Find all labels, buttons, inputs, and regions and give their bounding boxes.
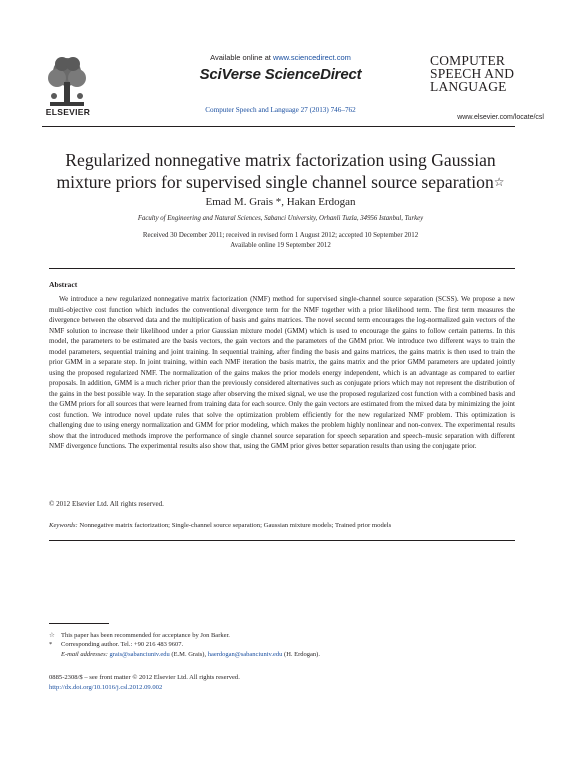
keywords-label: Keywords: <box>49 522 78 529</box>
email-owner: (H. Erdogan). <box>284 651 320 658</box>
sciencedirect-link[interactable]: www.sciencedirect.com <box>272 53 351 62</box>
footnote-recommendation <box>49 631 230 639</box>
header-divider <box>42 126 515 127</box>
available-prefix: Available online at <box>210 53 271 62</box>
footnote-emails <box>49 651 320 658</box>
copyright-line: © 2012 Elsevier Ltd. All rights reserved. <box>49 500 164 508</box>
footnote-corresponding <box>49 641 183 648</box>
abstract-divider-top <box>49 268 515 269</box>
title-line-2 <box>40 171 521 193</box>
title-footnote-mark[interactable]: ☆ <box>493 175 505 189</box>
journal-title <box>430 54 540 93</box>
title-line: Regularized nonnegative matrix factorization using Gaussian <box>65 150 496 170</box>
email-label: E-mail addresses: <box>61 651 108 658</box>
journal-url-link[interactable]: www.elsevier.com/locate/csl <box>457 114 544 121</box>
keywords <box>49 522 515 529</box>
doi-link[interactable]: http://dx.doi.org/10.1016/j.csl.2012.09.002 <box>49 684 163 691</box>
journal-title-line: SPEECH AND <box>430 66 515 81</box>
online-date: Available online 19 September 2012 <box>230 242 331 249</box>
journal-reference-link[interactable]: Computer Speech and Language 27 (2013) 746–762 <box>205 106 356 114</box>
publisher-name: ELSEVIER <box>45 107 91 117</box>
email-link-erdogan[interactable]: haerdogan@sabanciuniv.edu <box>207 651 283 658</box>
footnote-text: Corresponding author. Tel.: +90 216 483 9607. <box>61 641 184 648</box>
abstract-heading: Abstract <box>49 280 78 289</box>
footnote-mark: ☆ <box>49 632 55 639</box>
footnote-mark: * <box>49 641 53 648</box>
abstract-body: We introduce a new regularized nonnegative matrix factorization (NMF) method for supervised single-channel source separation (SCSS). We propose a new multi-objective cost function which includes the conventional divergence term for the NMF together with a prior likelihood term. The first term measures the divergence between the observed data and the multiplication of basis and gains matrices. The novel second term encourages the log-normalized gain vectors of the NMF solution to increase their likelihood under a prior Gaussian mixture model (GMM) which is used to encourage the gains to follow certain patterns. In this model, the parameters to be estimated are the basis vectors, the gain vectors and the parameters of the GMM prior. We introduce two different ways to train the model parameters, sequential training and joint training. In sequential training, after finding the basis and gains matrices, the gains matrix is then used to train the prior GMM in a separate step. In joint training, within each NMF iteration the basis matrix, the gains matrix and the prior GMM parameters are updated jointly using the proposed regularized NMF. The normalization of the gains makes the prior models energy independent, which is an advantage as compared to earlier proposals. In addition, GMM is a much richer prior than the previously considered alternatives such as conjugate priors which may not represent the distribution of the gains in the best possible way. In the separation stage after observing the mixed signal, we use the proposed regularized cost function with a combined basis and the GMM priors for all sources that were learned from training data for each source. Only the gain vectors are estimated from the mixed data by minimizing the joint cost function. We introduce novel update rules that solve the optimization problem efficiently for the new regularized NMF problem. This optimization is challenging due to using energy normalization and GMM for prior modeling, which makes the problem highly nonlinear and non-convex. The experimental results show that the introduced methods improve the performance of single channel source separation for speech separation and speech–music separation with different NMF divergence functions. The experimental results also show that, using the GMM prior gives better separation results than using the conjugate prior. <box>49 295 515 450</box>
journal-title-line: COMPUTER <box>430 53 506 68</box>
footnote-text: This paper has been recommended for acceptance by Jon Barker. <box>61 632 230 639</box>
sciverse-brand: SciVerse ScienceDirect <box>199 66 362 83</box>
authors: Emad M. Grais *, Hakan Erdogan <box>205 196 356 208</box>
email-owner: (E.M. Grais), <box>171 651 207 658</box>
title-line: mixture priors for supervised single channel source separation <box>56 172 494 192</box>
footnote-divider <box>49 623 109 624</box>
abstract-divider-bottom <box>49 540 515 541</box>
email-link-grais[interactable]: grais@sabanciuniv.edu <box>109 651 170 658</box>
affiliation: Faculty of Engineering and Natural Sciences, Sabanci University, Orhanli Tuzla, 34956 Istanbul, Turkey <box>137 215 424 222</box>
journal-title-line: LANGUAGE <box>430 79 507 94</box>
issn-line: 0885-2308/$ – see front matter © 2012 Elsevier Ltd. All rights reserved. <box>49 674 240 681</box>
keywords-list: Nonnegative matrix factorization; Single-channel source separation; Gaussian mixture models; Trained prior models <box>79 522 392 529</box>
paper-title <box>40 149 521 193</box>
received-dates: Received 30 December 2011; received in revised form 1 August 2012; accepted 10 September 2012 <box>142 232 419 239</box>
